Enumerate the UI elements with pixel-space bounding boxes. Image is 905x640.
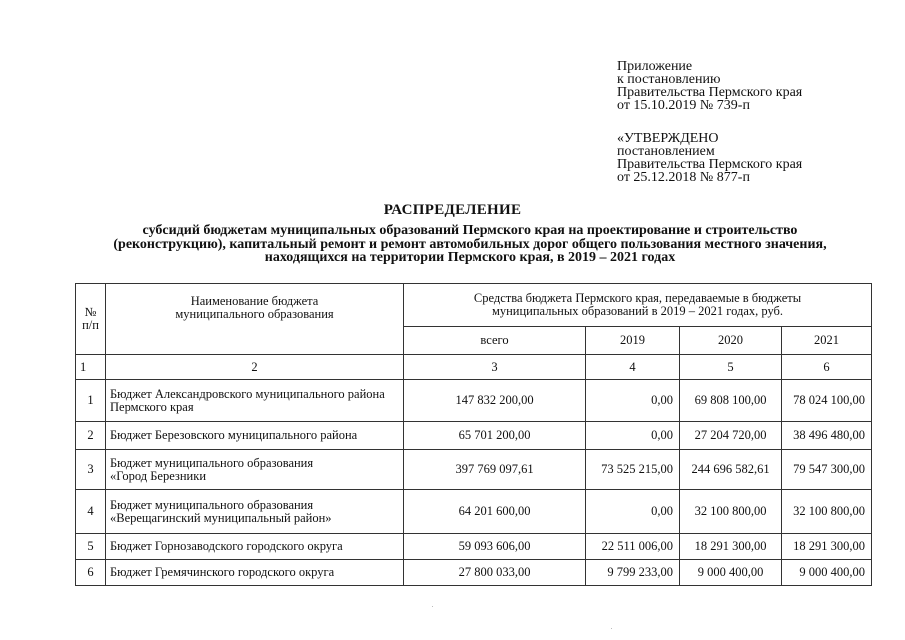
column-number: 6 [782, 355, 872, 380]
header-2021: 2021 [782, 327, 872, 355]
table-row [76, 534, 872, 560]
row-num: 6 [76, 560, 106, 586]
row-2019: 0,00 [586, 490, 680, 534]
header-2020: 2020 [680, 327, 782, 355]
column-number: 4 [586, 355, 680, 380]
row-2019: 9 799 233,00 [586, 560, 680, 586]
column-number: 1 [76, 355, 106, 380]
budget-table [75, 283, 872, 586]
row-2019: 0,00 [586, 422, 680, 450]
document-subtitle [30, 224, 905, 265]
row-2019: 0,00 [586, 380, 680, 422]
approved-line: от 25.12.2018 № 877-п [617, 170, 750, 185]
row-name-line: «Верещагинский муниципальный район» [110, 510, 332, 525]
row-2019: 22 511 006,00 [586, 534, 680, 560]
appendix-block [617, 60, 897, 112]
table-row [76, 560, 872, 586]
header-funds-line: Средства бюджета Пермского края, передаваемые в бюджеты [473, 291, 802, 305]
subtitle-line: (реконструкцию), капитальный ремонт и ремонт автомобильных дорог общего пользования местного значения, [113, 236, 827, 252]
table-row [76, 380, 872, 422]
row-name [106, 422, 404, 450]
appendix-line: Правительства Пермского края [617, 85, 803, 100]
table-header-row [76, 284, 872, 327]
row-name-line: Бюджет Березовского муниципального района [110, 428, 358, 442]
row-num: 1 [76, 380, 106, 422]
scan-speck [611, 628, 612, 629]
header-name-line: муниципального образования [175, 307, 334, 321]
row-name-line: Бюджет муниципального образования [110, 455, 314, 470]
row-name-line: Бюджет Горнозаводского городского округа [110, 539, 343, 553]
row-total: 64 201 600,00 [404, 490, 586, 534]
subtitle-line: субсидий бюджетам муниципальных образований Пермского края на проектирование и строительство [142, 223, 798, 238]
row-name-line: Пермского края [110, 399, 194, 414]
row-2021: 38 496 480,00 [782, 422, 872, 450]
row-2020: 244 696 582,61 [680, 450, 782, 490]
row-num: 5 [76, 534, 106, 560]
table-row [76, 450, 872, 490]
row-2021: 79 547 300,00 [782, 450, 872, 490]
approved-line: Правительства Пермского края [617, 157, 803, 172]
row-2020: 69 808 100,00 [680, 380, 782, 422]
row-name [106, 490, 404, 534]
subtitle-line: находящихся на территории Пермского края, в 2019 – 2021 годах [264, 250, 676, 265]
column-number: 3 [404, 355, 586, 380]
header-name [106, 284, 404, 355]
table-row [76, 422, 872, 450]
approved-line: «УТВЕРЖДЕНО [617, 131, 719, 146]
row-2021: 18 291 300,00 [782, 534, 872, 560]
header-num [76, 284, 106, 355]
row-total: 65 701 200,00 [404, 422, 586, 450]
row-2019: 73 525 215,00 [586, 450, 680, 490]
header-funds [404, 284, 872, 327]
header-num-line: п/п [82, 318, 99, 332]
row-total: 147 832 200,00 [404, 380, 586, 422]
row-2021: 32 100 800,00 [782, 490, 872, 534]
scan-speck [432, 606, 433, 607]
row-name [106, 450, 404, 490]
row-name-line: Бюджет Александровского муниципального района [110, 386, 385, 401]
row-2020: 32 100 800,00 [680, 490, 782, 534]
row-num: 4 [76, 490, 106, 534]
row-name [106, 560, 404, 586]
row-total: 397 769 097,61 [404, 450, 586, 490]
column-number: 2 [106, 355, 404, 380]
header-funds-line: муниципальных образований в 2019 – 2021 годах, руб. [491, 304, 784, 318]
row-2020: 27 204 720,00 [680, 422, 782, 450]
column-number-row [76, 355, 872, 380]
appendix-line: от 15.10.2019 № 739-п [617, 98, 750, 113]
document-title: РАСПРЕДЕЛЕНИЕ [383, 202, 522, 218]
header-total: всего [404, 327, 586, 355]
appendix-line: Приложение [617, 59, 693, 74]
approved-block [617, 132, 897, 184]
appendix-line: к постановлению [617, 72, 721, 87]
row-name [106, 534, 404, 560]
header-name-line: Наименование бюджета [190, 294, 319, 308]
row-name-line: Бюджет Гремячинского городского округа [110, 565, 335, 579]
row-total: 59 093 606,00 [404, 534, 586, 560]
header-2019: 2019 [586, 327, 680, 355]
row-num: 3 [76, 450, 106, 490]
header-num-line: № [84, 305, 97, 319]
table-row [76, 490, 872, 534]
row-2020: 9 000 400,00 [680, 560, 782, 586]
row-name-line: «Город Березники [110, 468, 207, 483]
approved-line: постановлением [617, 144, 715, 159]
row-total: 27 800 033,00 [404, 560, 586, 586]
row-2020: 18 291 300,00 [680, 534, 782, 560]
row-name-line: Бюджет муниципального образования [110, 497, 314, 512]
row-2021: 9 000 400,00 [782, 560, 872, 586]
row-2021: 78 024 100,00 [782, 380, 872, 422]
row-name [106, 380, 404, 422]
column-number: 5 [680, 355, 782, 380]
row-num: 2 [76, 422, 106, 450]
